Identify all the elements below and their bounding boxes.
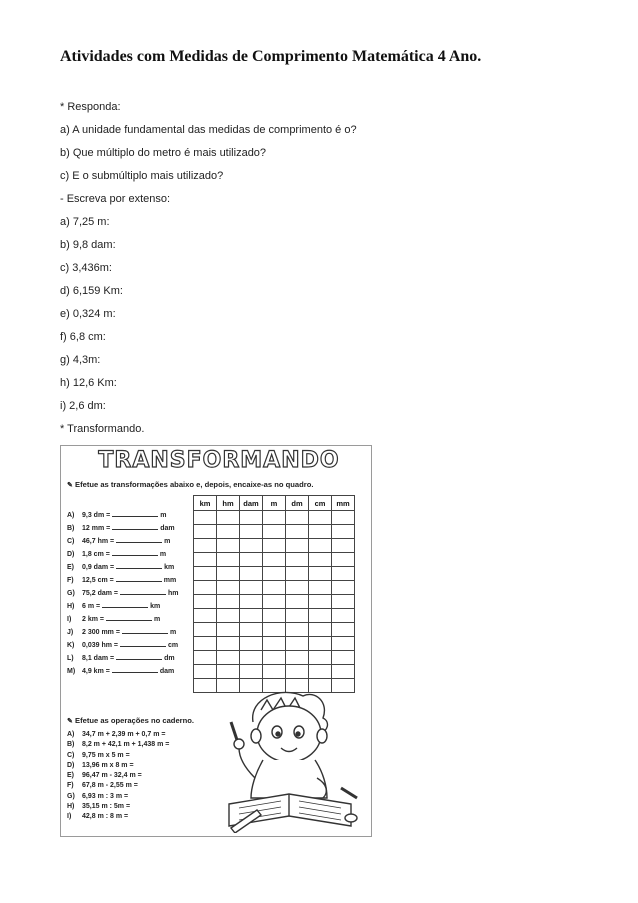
grid-cell — [217, 595, 240, 609]
list-item: B) 12 mm = dam — [67, 521, 179, 534]
pencil-icon: ✎ — [67, 718, 73, 725]
question-line: a) 7,25 m: — [60, 216, 110, 228]
grid-cell — [240, 609, 263, 623]
worksheet-title: TRANSFORMANDO — [98, 448, 340, 473]
grid-cell — [309, 539, 332, 553]
list-item: H) 35,15 m : 5m = — [67, 803, 131, 811]
grid-row — [194, 637, 355, 651]
question-line: - Escreva por extenso: — [60, 193, 171, 205]
grid-row — [194, 567, 355, 581]
grid-cell — [217, 539, 240, 553]
grid-cell — [286, 525, 309, 539]
grid-cell — [194, 651, 217, 665]
grid-cell — [309, 651, 332, 665]
page-title: Atividades com Medidas de Comprimento Matemática 4 Ano. — [60, 48, 482, 65]
grid-cell — [332, 553, 355, 567]
grid-cell — [240, 595, 263, 609]
grid-cell — [309, 665, 332, 679]
grid-cell — [309, 581, 332, 595]
list-item: C) 9,75 m x 5 m = — [67, 751, 130, 759]
question-line: f) 6,8 cm: — [60, 331, 106, 343]
grid-cell — [286, 637, 309, 651]
question-line: e) 0,324 m: — [60, 308, 116, 320]
grid-row — [194, 665, 355, 679]
grid-cell — [309, 595, 332, 609]
grid-cell — [263, 651, 286, 665]
grid-cell — [309, 511, 332, 525]
question-line: * Responda: — [60, 101, 121, 113]
grid-cell — [217, 651, 240, 665]
grid-cell — [332, 665, 355, 679]
worksheet-instruction: ✎ Efetue as operações no caderno. — [67, 716, 195, 725]
grid-cell — [194, 553, 217, 567]
operations-list — [67, 730, 169, 823]
grid-cell — [194, 511, 217, 525]
grid-cell — [240, 539, 263, 553]
grid-cell — [263, 637, 286, 651]
grid-cell — [217, 567, 240, 581]
grid-cell — [286, 623, 309, 637]
list-item: E) 96,47 m - 32,4 m = — [67, 772, 142, 780]
grid-row — [194, 553, 355, 567]
boy-studying-illustration — [211, 688, 366, 833]
grid-cell — [286, 539, 309, 553]
grid-cell — [194, 539, 217, 553]
grid-cell — [332, 581, 355, 595]
question-line: g) 4,3m: — [60, 354, 101, 366]
question-line: a) A unidade fundamental das medidas de comprimento é o? — [60, 124, 357, 136]
grid-cell — [309, 609, 332, 623]
grid-cell — [240, 511, 263, 525]
list-item: L) 8,1 dam = dm — [67, 651, 179, 664]
grid-cell — [240, 553, 263, 567]
grid-cell — [194, 581, 217, 595]
grid-cell — [240, 623, 263, 637]
grid-cell — [332, 637, 355, 651]
grid-header: hm — [217, 496, 240, 511]
question-line: d) 6,159 Km: — [60, 285, 123, 297]
grid-cell — [240, 651, 263, 665]
list-item: G) 75,2 dam = hm — [67, 586, 179, 599]
grid-cell — [240, 637, 263, 651]
grid-cell — [263, 539, 286, 553]
grid-cell — [309, 637, 332, 651]
conversion-list — [67, 508, 179, 677]
grid-cell — [263, 609, 286, 623]
list-item: K) 0,039 hm = cm — [67, 638, 179, 651]
grid-row — [194, 525, 355, 539]
grid-cell — [263, 595, 286, 609]
grid-row — [194, 595, 355, 609]
grid-cell — [217, 525, 240, 539]
question-line: b) 9,8 dam: — [60, 239, 116, 251]
grid-cell — [194, 665, 217, 679]
grid-cell — [217, 581, 240, 595]
list-item: G) 6,93 m : 3 m = — [67, 792, 129, 800]
worksheet-instruction: ✎ Efetue as transformações abaixo e, depois, encaixe-as no quadro. — [67, 480, 314, 489]
list-item: M) 4,9 km = dam — [67, 664, 179, 677]
grid-cell — [286, 651, 309, 665]
grid-cell — [217, 623, 240, 637]
list-item: F) 12,5 cm = mm — [67, 573, 179, 586]
question-line: c) 3,436m: — [60, 262, 112, 274]
grid-cell — [194, 595, 217, 609]
grid-cell — [286, 511, 309, 525]
grid-header: dm — [286, 496, 309, 511]
grid-row — [194, 609, 355, 623]
grid-cell — [332, 511, 355, 525]
pencil-icon: ✎ — [67, 482, 73, 489]
list-item: B) 8,2 m + 42,1 m + 1,438 m = — [67, 741, 170, 749]
grid-cell — [332, 609, 355, 623]
grid-cell — [286, 581, 309, 595]
conversion-grid — [193, 495, 355, 693]
grid-cell — [263, 525, 286, 539]
grid-cell — [332, 595, 355, 609]
grid-cell — [217, 665, 240, 679]
question-line: c) E o submúltiplo mais utilizado? — [60, 170, 224, 182]
grid-cell — [332, 539, 355, 553]
list-item: C) 46,7 hm = m — [67, 534, 179, 547]
grid-cell — [263, 553, 286, 567]
grid-cell — [240, 581, 263, 595]
grid-cell — [194, 609, 217, 623]
grid-cell — [309, 567, 332, 581]
grid-header: km — [194, 496, 217, 511]
grid-cell — [332, 623, 355, 637]
grid-cell — [263, 567, 286, 581]
grid-cell — [309, 623, 332, 637]
grid-row — [194, 581, 355, 595]
list-item: I) 2 km = m — [67, 612, 179, 625]
list-item: D) 1,8 cm = m — [67, 547, 179, 560]
grid-cell — [217, 609, 240, 623]
grid-cell — [263, 623, 286, 637]
grid-header: mm — [332, 496, 355, 511]
grid-cell — [263, 511, 286, 525]
grid-header: m — [263, 496, 286, 511]
list-item: H) 6 m = km — [67, 599, 179, 612]
grid-cell — [286, 567, 309, 581]
grid-cell — [332, 525, 355, 539]
grid-cell — [286, 609, 309, 623]
list-item: A) 34,7 m + 2,39 m + 0,7 m = — [67, 731, 166, 738]
worksheet-image — [60, 445, 372, 837]
grid-cell — [194, 525, 217, 539]
question-line: h) 12,6 Km: — [60, 377, 117, 389]
grid-cell — [332, 567, 355, 581]
grid-cell — [240, 567, 263, 581]
list-item: A) 9,3 dm = m — [67, 508, 179, 521]
grid-row — [194, 651, 355, 665]
grid-row — [194, 539, 355, 553]
question-line: i) 2,6 dm: — [60, 400, 106, 412]
grid-row — [194, 511, 355, 525]
grid-cell — [263, 581, 286, 595]
grid-cell — [309, 553, 332, 567]
grid-cell — [286, 665, 309, 679]
grid-body — [194, 511, 355, 693]
grid-cell — [217, 511, 240, 525]
grid-cell — [286, 595, 309, 609]
grid-cell — [194, 637, 217, 651]
grid-cell — [194, 623, 217, 637]
grid-cell — [309, 525, 332, 539]
grid-row — [194, 623, 355, 637]
list-item: I) 42,8 m : 8 m = — [67, 813, 129, 821]
list-item: F) 67,8 m - 2,55 m = — [67, 782, 138, 790]
question-line: * Transformando. — [60, 423, 145, 435]
grid-cell — [286, 553, 309, 567]
grid-cell — [263, 665, 286, 679]
grid-cell — [332, 651, 355, 665]
grid-header: cm — [309, 496, 332, 511]
grid-cell — [240, 665, 263, 679]
grid-cell — [194, 567, 217, 581]
question-line: b) Que múltiplo do metro é mais utilizado? — [60, 147, 267, 159]
list-item: E) 0,9 dam = km — [67, 560, 179, 573]
grid-cell — [217, 637, 240, 651]
list-item: D) 13,96 m x 8 m = — [67, 761, 134, 769]
list-item: J) 2 300 mm = m — [67, 625, 179, 638]
grid-cell — [240, 525, 263, 539]
grid-header: dam — [240, 496, 263, 511]
grid-cell — [217, 553, 240, 567]
